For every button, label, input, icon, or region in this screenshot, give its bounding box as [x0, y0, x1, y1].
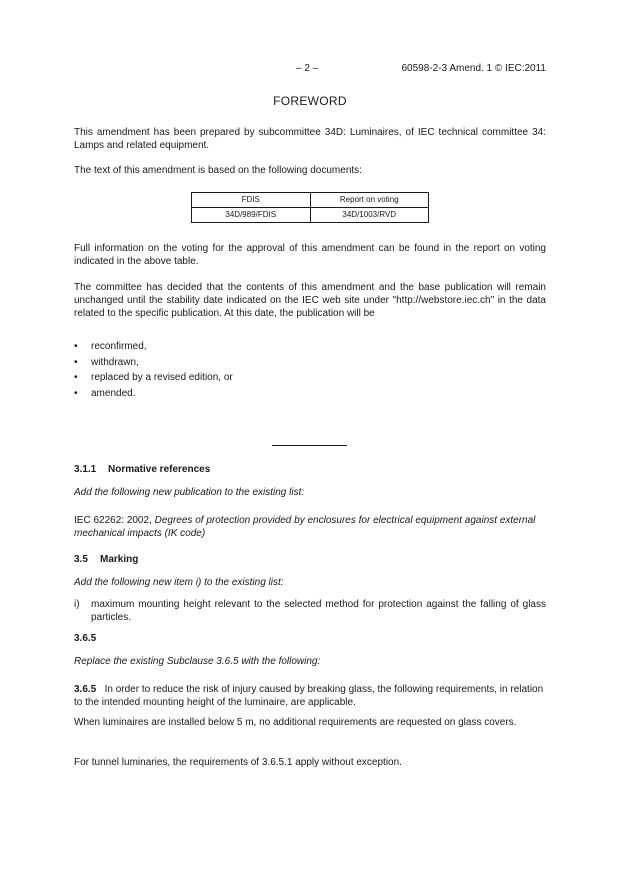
table-cell-fdis: 34D/989/FDIS	[192, 208, 311, 223]
instruction-311: Add the following new publication to the existing list:	[74, 487, 305, 498]
bullet-icon: •	[74, 372, 78, 383]
full-info-paragraph: Full information on the voting for the approval of this amendment can be found in the report on voting indicated in the above table.	[74, 243, 546, 267]
section-divider	[272, 445, 347, 446]
based-on-paragraph: The text of this amendment is based on the following documents:	[74, 165, 362, 176]
subclause-365-paragraph: 3.6.5 In order to reduce the risk of injury caused by breaking glass, the following requirements, in relation to the intended mounting height of the luminaire, are applicable.	[74, 684, 544, 708]
table-cell-rvd: 34D/1003/RVD	[310, 208, 429, 223]
document-reference: 60598-2-3 Amend. 1 © IEC:2011	[401, 63, 546, 74]
glass-covers-paragraph: When luminaires are installed below 5 m, no additional requirements are requested on glass covers.	[74, 717, 517, 728]
instruction-35: Add the following new item i) to the existing list:	[74, 577, 284, 588]
heading-normative-references: 3.1.1 Normative references	[74, 464, 211, 475]
bullet-icon: •	[74, 341, 78, 352]
bullet-icon: •	[74, 356, 78, 368]
page-header	[74, 62, 546, 76]
table-header-fdis: FDIS	[192, 193, 311, 208]
table-row	[192, 208, 429, 223]
marking-item-i: i) maximum mounting height relevant to the selected method for protection against the falling of glass particles.	[74, 599, 546, 623]
instruction-365: Replace the existing Subclause 3.6.5 with the following:	[74, 656, 321, 667]
heading-365: 3.6.5	[74, 633, 97, 644]
heading-marking: 3.5 Marking	[74, 554, 139, 565]
list-item: • replaced by a revised edition, or	[74, 372, 233, 383]
tunnel-luminaries-paragraph: For tunnel luminaries, the requirements of 3.6.5.1 apply without exception.	[74, 757, 402, 768]
voting-table	[191, 192, 429, 223]
page-number: – 2 –	[296, 63, 319, 74]
table-header-row	[192, 193, 429, 208]
table-header-report: Report on voting	[310, 193, 429, 208]
reference-entry: IEC 62262: 2002, Degrees of protection provided by enclosures for electrical equipment against external mechanical impacts (IK code)	[74, 515, 536, 539]
bullet-icon: •	[74, 387, 78, 399]
committee-paragraph: The committee has decided that the contents of this amendment and the base publication will remain unchanged until the stability date indicated on the IEC web site under "http://webstore.iec.ch" in the data related to the specific publication. At this date, the publication will be	[74, 282, 546, 319]
list-item: • withdrawn,	[74, 356, 139, 368]
intro-paragraph: This amendment has been prepared by subcommittee 34D: Luminaires, of IEC technical committee 34: Lamps and related equipment.	[74, 127, 546, 151]
list-item: • reconfirmed,	[74, 341, 147, 352]
foreword-title: FOREWORD	[273, 94, 347, 108]
publication-options-list	[74, 340, 546, 402]
list-item: • amended.	[74, 387, 136, 399]
